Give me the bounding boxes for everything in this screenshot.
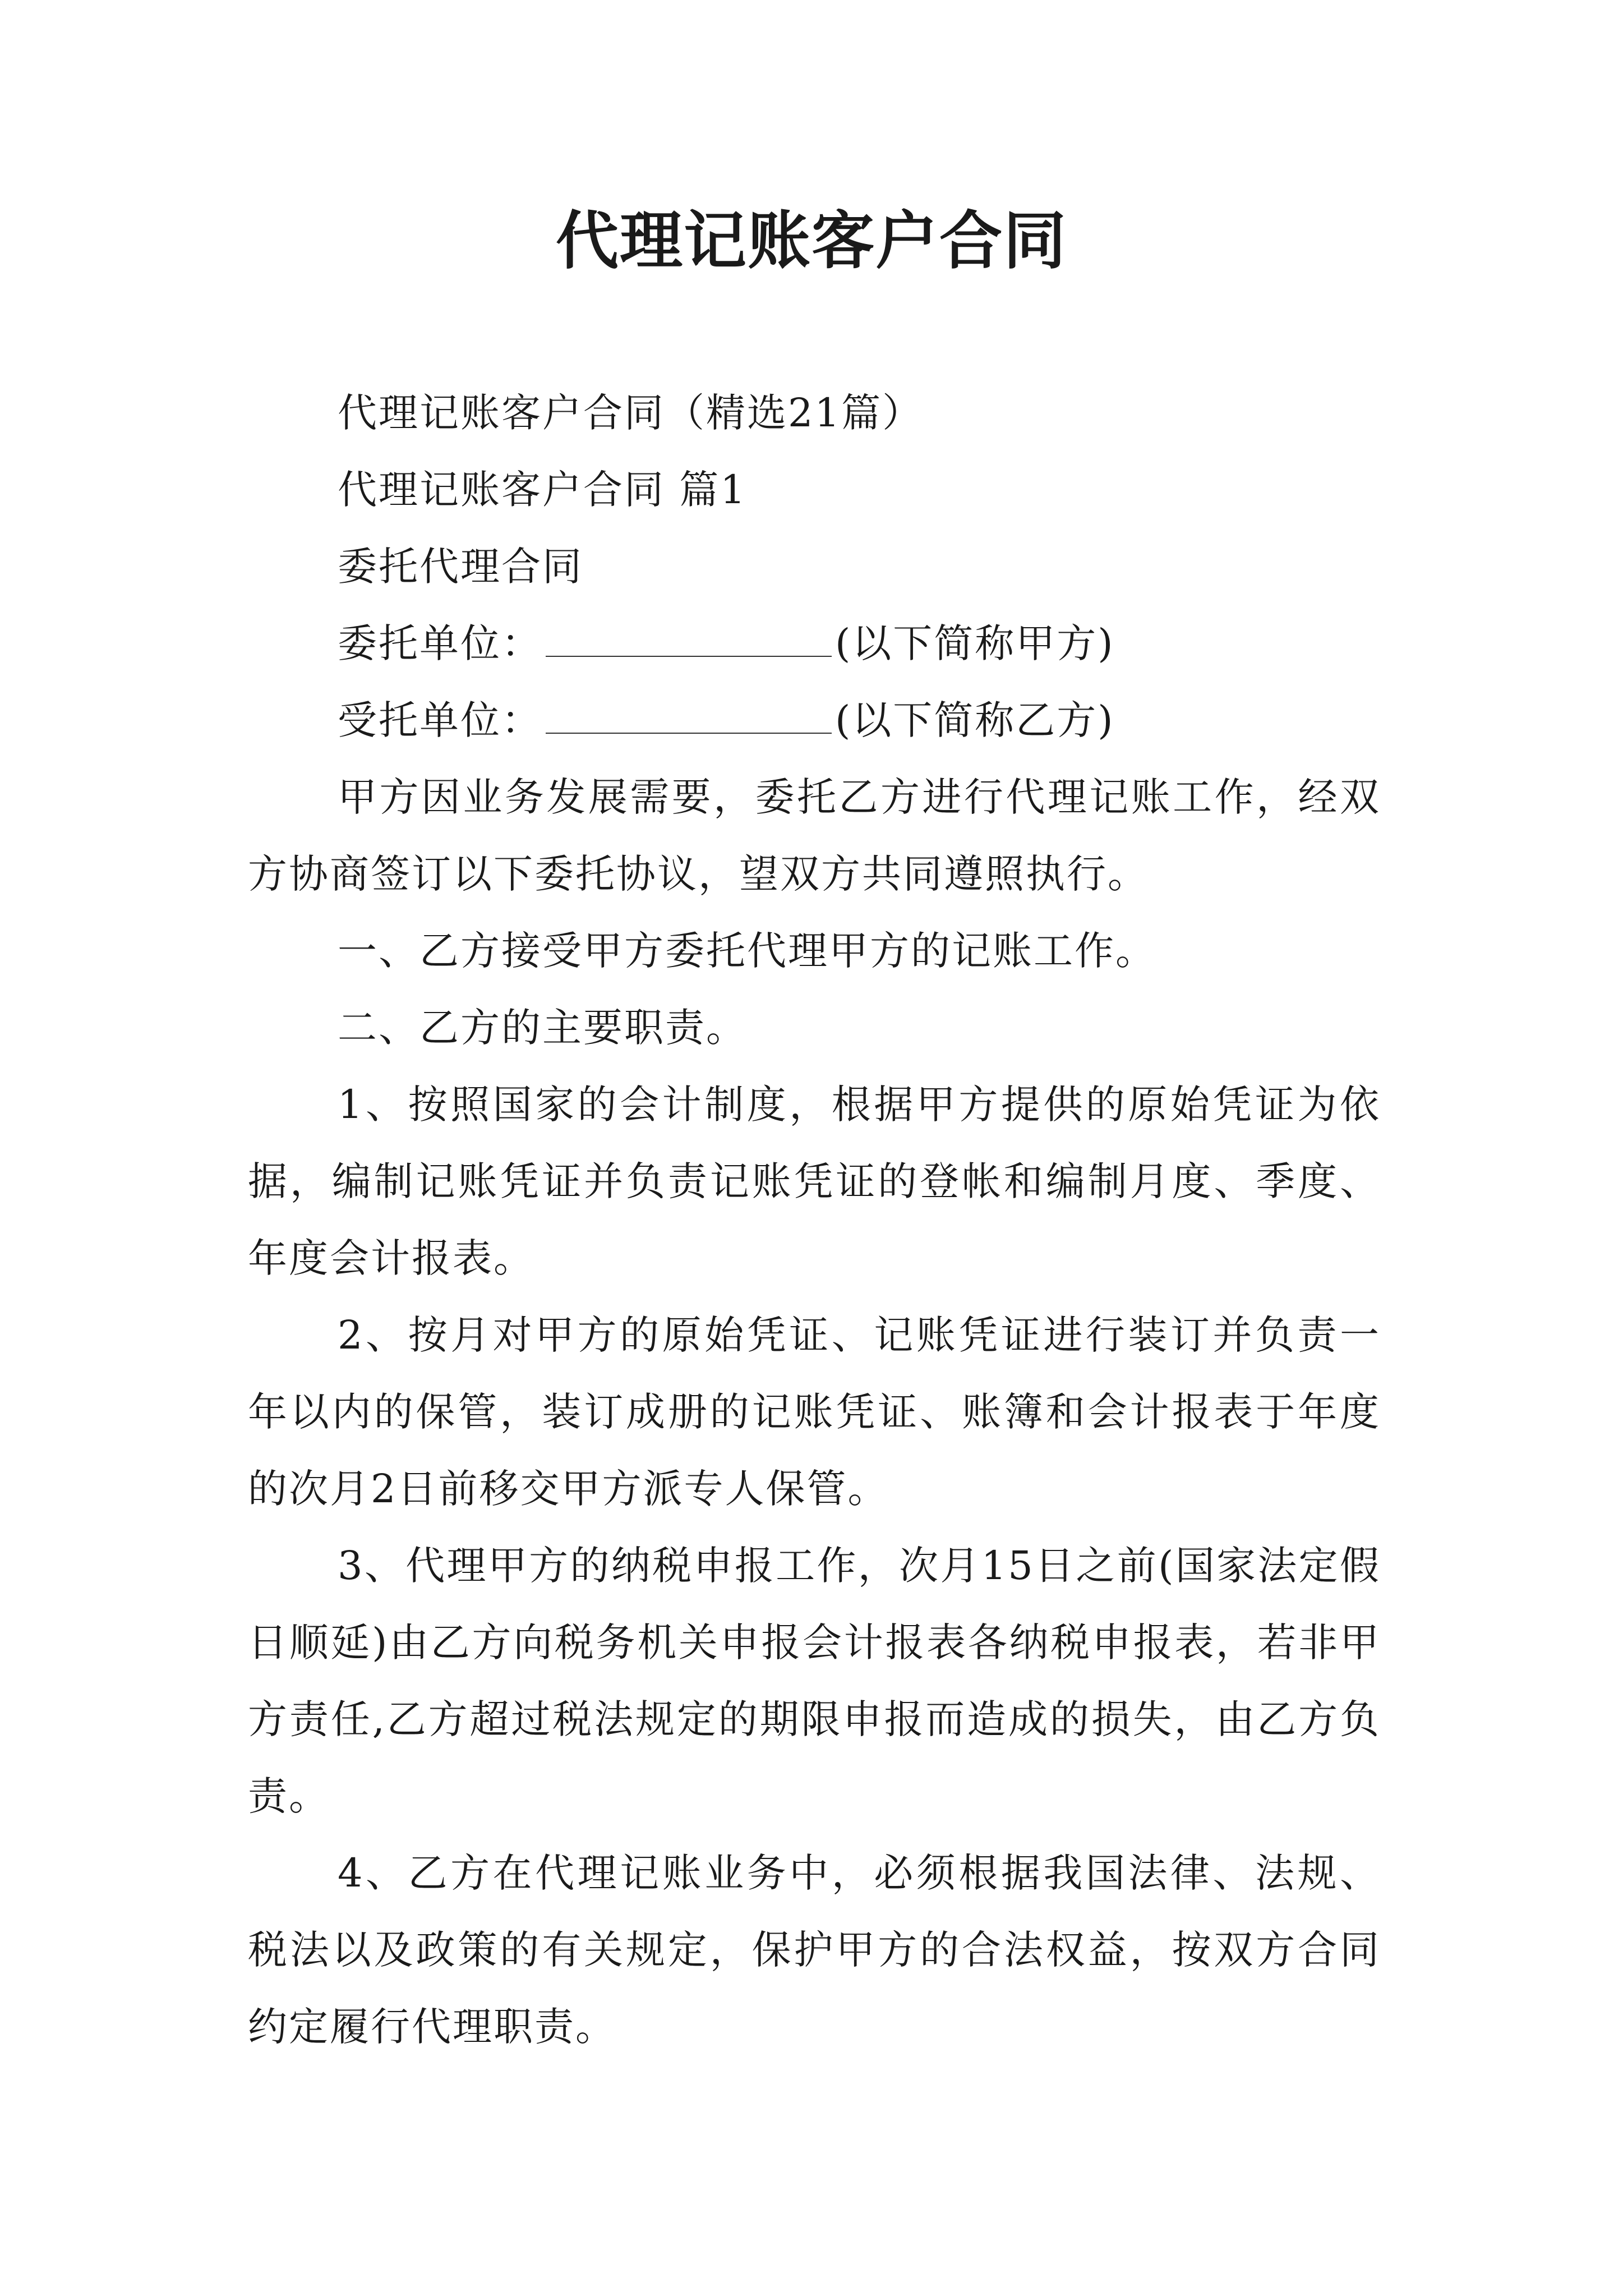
paragraph: 一、乙方接受甲方委托代理甲方的记账工作。: [338, 928, 1156, 974]
party-b-label: 受托单位：: [338, 697, 542, 743]
paragraph: 甲方因业务发展需要，委托乙方进行代理记账工作，经双方协商签订以下委托协议，望双方共同遵照执行。: [248, 774, 1381, 897]
document-title: 代理记账客户合同: [556, 204, 1067, 278]
party-b-suffix: (以下简称乙方): [835, 697, 1115, 743]
document-body: [248, 375, 1381, 2065]
contract-name: 委托代理合同: [338, 544, 583, 590]
document-subtitle: 代理记账客户合同（精选21篇）: [338, 390, 924, 436]
party-a-line: [248, 605, 1381, 682]
paragraph: 2、按月对甲方的原始凭证、记账凭证进行装订并负责一年以内的保管，装订成册的记账凭证、账簿和会计报表于年度的次月2日前移交甲方派专人保管。: [248, 1312, 1381, 1512]
paragraph: 4、乙方在代理记账业务中，必须根据我国法律、法规、税法以及政策的有关规定，保护甲方的合法权益，按双方合同约定履行代理职责。: [248, 1850, 1381, 2050]
party-b-blank: [546, 701, 832, 734]
paragraph: 二、乙方的主要职责。: [338, 1005, 747, 1051]
party-a-suffix: (以下简称甲方): [835, 620, 1115, 666]
section-heading: 代理记账客户合同 篇1: [338, 467, 747, 513]
paragraph: 3、代理甲方的纳税申报工作，次月15日之前(国家法定假日顺延)由乙方向税务机关申报会计报表各纳税申报表，若非甲方责任,乙方超过税法规定的期限申报而造成的损失，由乙方负责。: [248, 1543, 1381, 1819]
party-a-label: 委托单位：: [338, 620, 542, 666]
paragraph: 1、按照国家的会计制度，根据甲方提供的原始凭证为依据，编制记账凭证并负责记账凭证的登帐和编制月度、季度、年度会计报表。: [248, 1082, 1381, 1281]
party-a-blank: [546, 624, 832, 657]
party-b-line: [248, 682, 1381, 759]
